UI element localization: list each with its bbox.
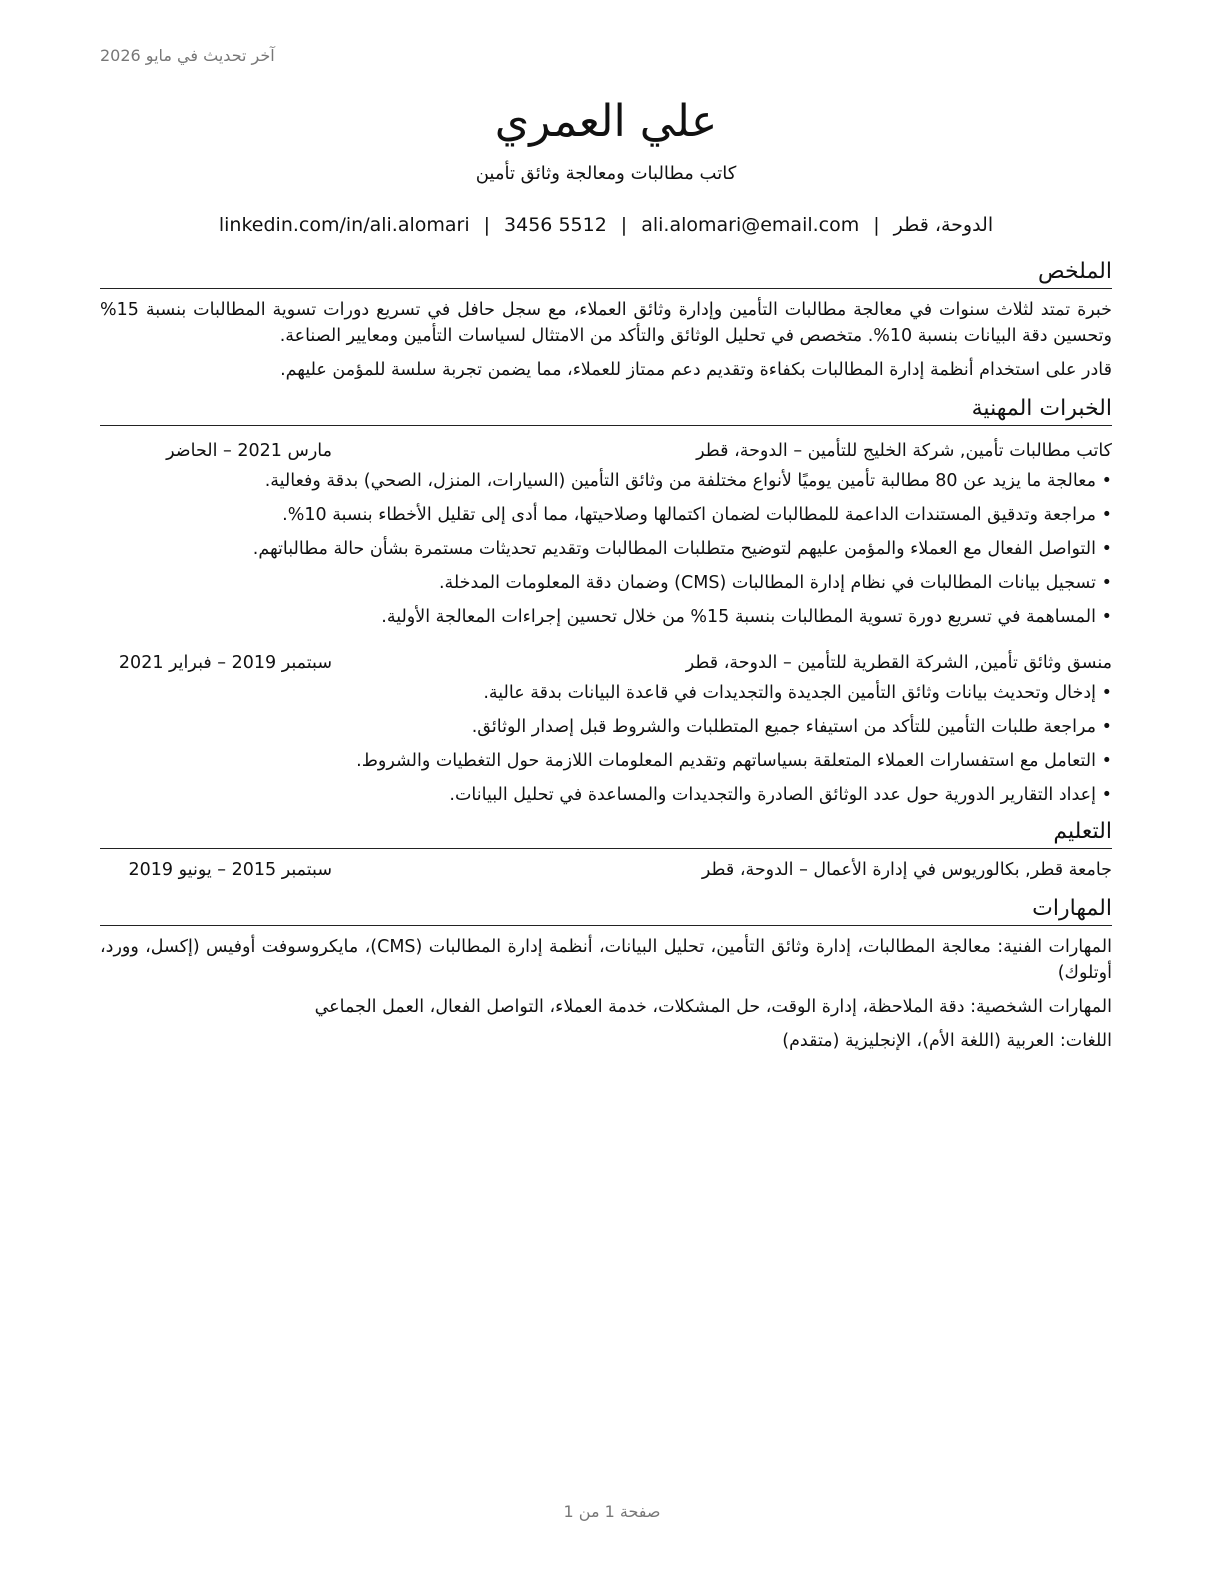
bullet-text: التواصل الفعال مع العملاء والمؤمن عليهم لتوضيح متطلبات المطالبات وتقديم تحديثات مستمرة بشأن حالة مطالباتهم. [252, 539, 1096, 559]
resume-page [100, 0, 1112, 1054]
summary-paragraph: قادر على استخدام أنظمة إدارة المطالبات بكفاءة وتقديم دعم ممتاز للعملاء، مما يضمن تجربة سلسة للمؤمن عليهم. [280, 360, 1112, 380]
education-degree: جامعة قطر, بكالوريوس في إدارة الأعمال – الدوحة، قطر [701, 860, 1112, 880]
list-item [100, 570, 1112, 596]
summary-paragraph: خبرة تمتد لثلاث سنوات في معالجة مطالبات التأمين وإدارة وثائق العملاء، مع سجل حافل في تسريع دورات تسوية المطالبات بنسبة 15% وتحسين دقة البيانات بنسبة 10%. متخصص في تحليل الوثائق والتأكد من الامتثال لسياسات التأمين ومعايير الصناعة. [100, 300, 1112, 346]
job-header [100, 650, 1112, 676]
education-section [100, 818, 1112, 883]
contact-separator: | [620, 214, 628, 236]
contact-separator: | [483, 214, 491, 236]
contact-linkedin[interactable]: linkedin.com/in/ali.alomari [218, 214, 470, 236]
contact-location: الدوحة، قطر [893, 214, 994, 236]
bullet-dot-icon: • [1101, 717, 1112, 737]
contact-email[interactable]: ali.alomari@email.com [641, 214, 860, 236]
job-role: كاتب مطالبات تأمين, شركة الخليج للتأمين – الدوحة، قطر [696, 441, 1112, 461]
experience-section [100, 395, 1112, 808]
list-item [100, 782, 1112, 808]
skills-section [100, 895, 1112, 1054]
bullet-dot-icon: • [1101, 683, 1112, 703]
list-item [100, 536, 1112, 562]
job-dates: مارس 2021 – الحاضر [166, 441, 332, 461]
page-number: صفحة 1 من 1 [563, 1502, 661, 1521]
section-heading-education: التعليم [100, 818, 1112, 849]
skills-languages: اللغات: العربية (اللغة الأم)، الإنجليزية (متقدم) [782, 1031, 1112, 1051]
list-item [100, 714, 1112, 740]
job-bullets [100, 468, 1112, 630]
skills-personal: المهارات الشخصية: دقة الملاحظة، إدارة الوقت، حل المشكلات، خدمة العملاء، التواصل الفعال، العمل الجماعي [314, 997, 1112, 1017]
bullet-text: مراجعة وتدقيق المستندات الداعمة للمطالبات لضمان اكتمالها وصلاحيتها، مما أدى إلى تقليل الأخطاء بنسبة 10%. [282, 505, 1096, 525]
bullet-dot-icon: • [1101, 505, 1112, 525]
list-item [100, 748, 1112, 774]
contact-separator: | [873, 214, 880, 236]
candidate-name: علي العمري [494, 96, 718, 147]
job-entry [100, 438, 1112, 630]
education-entry [100, 857, 1112, 883]
section-heading-experience: الخبرات المهنية [100, 395, 1112, 426]
job-header [100, 438, 1112, 464]
bullet-dot-icon: • [1101, 573, 1112, 593]
last-updated-note: آخر تحديث في مايو 2026 [100, 46, 275, 65]
bullet-dot-icon: • [1101, 607, 1112, 627]
contact-phone: 3456 5512 [504, 214, 607, 236]
section-heading-skills: المهارات [100, 895, 1112, 926]
list-item [100, 680, 1112, 706]
candidate-title: كاتب مطالبات ومعالجة وثائق تأمين [475, 163, 737, 184]
job-bullets [100, 680, 1112, 808]
summary-section [100, 258, 1112, 383]
bullet-text: إدخال وتحديث بيانات وثائق التأمين الجديدة والتجديدات في قاعدة البيانات بدقة عالية. [483, 683, 1096, 703]
bullet-text: إعداد التقارير الدورية حول عدد الوثائق الصادرة والتجديدات والمساعدة في تحليل البيانات. [449, 785, 1096, 805]
section-heading-summary: الملخص [100, 258, 1112, 289]
bullet-dot-icon: • [1101, 785, 1112, 805]
job-role: منسق وثائق تأمين, الشركة القطرية للتأمين – الدوحة، قطر [685, 653, 1112, 673]
bullet-text: التعامل مع استفسارات العملاء المتعلقة بسياساتهم وتقديم المعلومات اللازمة حول التغطيات والشروط. [356, 751, 1096, 771]
bullet-text: المساهمة في تسريع دورة تسوية المطالبات بنسبة 15% من خلال تحسين إجراءات المعالجة الأولية. [381, 607, 1096, 627]
job-dates: سبتمبر 2019 – فبراير 2021 [118, 653, 332, 673]
bullet-text: تسجيل بيانات المطالبات في نظام إدارة المطالبات (CMS) وضمان دقة المعلومات المدخلة. [438, 573, 1096, 593]
skills-technical: المهارات الفنية: معالجة المطالبات، إدارة وثائق التأمين، تحليل البيانات، أنظمة إدارة المطالبات (CMS)، مايكروسوفت أوفيس (إكسل، وورد، أوتلوك) [100, 937, 1112, 983]
education-dates: سبتمبر 2015 – يونيو 2019 [128, 860, 332, 880]
job-entry [100, 650, 1112, 808]
bullet-text: معالجة ما يزيد عن 80 مطالبة تأمين يوميًا لأنواع مختلفة من وثائق التأمين (السيارات، المنزل، الصحي) بدقة وفعالية. [264, 471, 1096, 491]
contact-line [100, 212, 1112, 238]
list-item [100, 468, 1112, 494]
bullet-dot-icon: • [1101, 471, 1112, 491]
list-item [100, 604, 1112, 630]
bullet-text: مراجعة طلبات التأمين للتأكد من استيفاء جميع المتطلبات والشروط قبل إصدار الوثائق. [471, 717, 1096, 737]
list-item [100, 502, 1112, 528]
bullet-dot-icon: • [1101, 539, 1112, 559]
bullet-dot-icon: • [1101, 751, 1112, 771]
